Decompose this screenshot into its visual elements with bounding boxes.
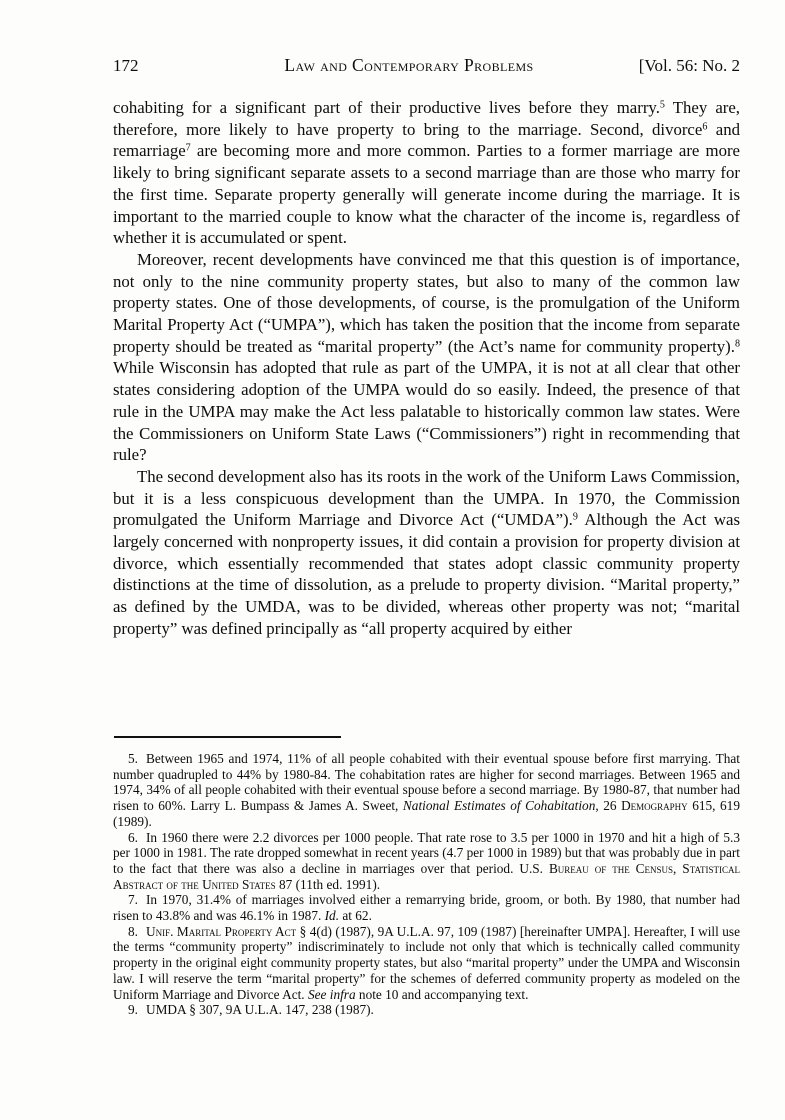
text-segment: at 62.: [339, 908, 372, 924]
footnote-reference: 8: [734, 338, 740, 350]
body-paragraph: [113, 249, 740, 466]
text-segment: and remarriage: [113, 119, 740, 161]
body-paragraph: [113, 466, 740, 640]
text-segment: National Estimates of Cohabitation: [402, 798, 596, 814]
text-segment: are becoming more and more common. Parties to a former marriage are more likely to bring significant separate assets to a second marriage than are those who marry for the first time. Separate property generally will generate income during the marriage. It is important to the married couple to know what the character of the income is, regardless of whether it is accumulated or spent.: [113, 141, 740, 248]
text-segment: 87 (11th ed. 1991).: [275, 876, 381, 892]
footnote: [113, 830, 740, 893]
text-segment: UMDA § 307, 9A U.L.A. 147, 238 (1987).: [145, 1002, 374, 1018]
footnote: [113, 892, 740, 923]
footnote-reference: 9: [572, 511, 578, 523]
article-body: [113, 97, 740, 640]
text-segment: In 1970, 31.4% of marriages involved either a remarrying bride, groom, or both. By 1980, that number had risen to 43.8% and was 46.1% in 1987.: [113, 892, 740, 924]
text-segment: Demography: [621, 798, 688, 814]
text-segment: U.S. Bureau of the Census, Statistical Abstract of the United States: [113, 860, 740, 892]
footnote: [113, 924, 740, 1003]
text-segment: 615, 619 (1989).: [113, 798, 740, 829]
footnotes-section: [113, 736, 740, 1018]
text-segment: The second development also has its roots in the work of the Uniform Laws Commission, but it is a less conspicuous development than the UMPA. In 1970, the Commission promulgated the Uniform Marriage and Divorce Act (“UMDA”).: [113, 466, 740, 530]
text-segment: § 4(d) (1987), 9A U.L.A. 97, 109 (1987) [hereinafter UMPA]. Hereafter, I will use the terms “community property” indiscriminately to include not only that which is technically called community property in the original eight community property states, but also “marital property” under the UMPA and Wisconsin law. I will reserve the term “marital property” for the schemes of deferred community property as modeled on the Uniform Marriage and Divorce Act.: [113, 923, 740, 1002]
volume-info: [Vol. 56: No. 2: [638, 56, 740, 75]
footnote: [113, 751, 740, 830]
text-segment: cohabiting for a significant part of their productive lives before they marry.: [113, 98, 660, 117]
page-header: [113, 55, 740, 76]
footnote: [113, 1002, 740, 1018]
text-segment: Moreover, recent developments have convinced me that this question is of importance, not only to the nine community property states, but also to many of the common law property states. One of those developments, of course, is the promulgation of the Uniform Marital Property Act (“UMPA”), which has taken the position that the income from separate property should be treated as “marital property” (the Act’s name for community property).: [113, 249, 740, 356]
text-segment: In 1960 there were 2.2 divorces per 1000 people. That rate rose to 3.5 per 1000 in 1970 and hit a high of 5.3 per 1000 in 1981. The rate dropped somewhat in recent years (4.7 per 1000 in 1989) but that was probably due in part to the fact that there was also a decline in marriages over that period.: [113, 829, 740, 876]
footnote-number: 6.: [128, 829, 138, 845]
footnote-reference: 5: [659, 99, 665, 111]
footnote-reference: 6: [702, 121, 708, 133]
journal-title: Law and Contemporary Problems: [284, 55, 534, 75]
text-segment: note 10 and accompanying text.: [355, 986, 529, 1002]
footnote-number: 9.: [128, 1002, 138, 1018]
page-number: 172: [113, 56, 139, 75]
text-segment: Unif. Marital Property Act: [145, 923, 297, 939]
text-segment: While Wisconsin has adopted that rule as part of the UMPA, it is not at all clear that other states considering adoption of the UMPA would do so easily. Indeed, the presence of that rule in the UMPA may make the Act less palatable to historically common law states. Were the Commissioners on Uniform State Laws (“Commissioners”) right in recommending that rule?: [113, 358, 740, 465]
text-segment: They are, therefore, more likely to have property to bring to the marriage. Second, divorce: [113, 98, 740, 139]
footnote-number: 5.: [128, 751, 138, 766]
text-segment: See infra: [307, 986, 356, 1002]
footnote-number: 7.: [128, 892, 138, 908]
footnotes-list: [113, 751, 740, 1018]
body-paragraph: [113, 97, 740, 249]
text-segment: , 26: [595, 798, 622, 814]
footnote-number: 8.: [128, 923, 138, 939]
text-segment: Id.: [324, 908, 340, 924]
text-segment: Although the Act was largely concerned with nonproperty issues, it did contain a provision for property division at divorce, which essentially recommended that states adopt classic community property distinctions at the time of dissolution, as a prelude to property division. “Marital property,” as defined by the UMDA, was to be divided, whereas other property was not; “marital property” was defined principally as “all property acquired by either: [113, 510, 740, 638]
text-segment: Between 1965 and 1974, 11% of all people cohabited with their eventual spouse before first marrying. That number quadrupled to 44% by 1980-84. The cohabitation rates are higher for second marriages. Between 1965 and 1974, 34% of all people cohabited with their eventual spouse before a second marriage. By 1980-87, that number had risen to 60%. Larry L. Bumpass & James A. Sweet,: [113, 751, 740, 814]
footnote-separator: [114, 736, 341, 738]
footnote-reference: 7: [185, 142, 191, 154]
